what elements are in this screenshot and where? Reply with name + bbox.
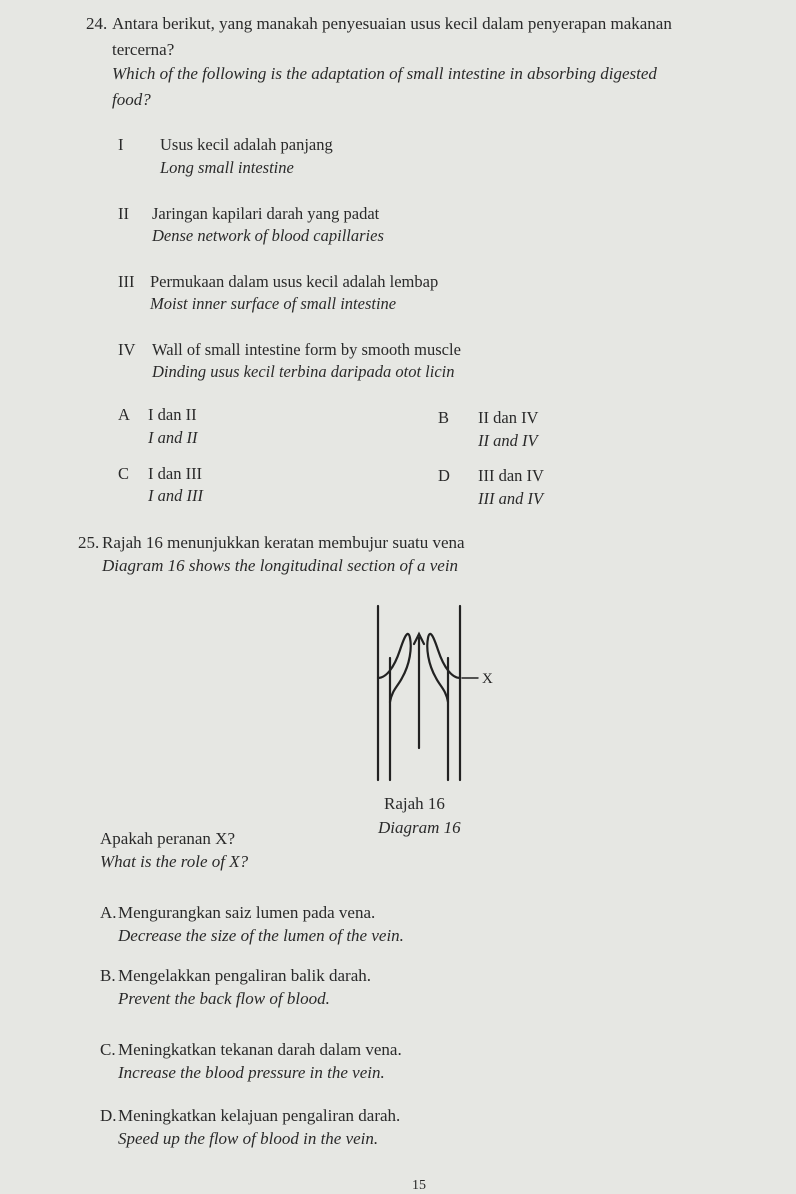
page-number: 15 — [412, 1178, 426, 1193]
q24-english-line2: food? — [112, 90, 151, 109]
option-b-malay[interactable]: II dan IV — [478, 408, 539, 427]
q25-question-english: What is the role of X? — [100, 852, 249, 871]
option-d-malay[interactable]: III dan IV — [478, 466, 544, 485]
vein-diagram — [350, 598, 510, 788]
x-label: X — [482, 671, 493, 687]
option-c-malay[interactable]: I dan III — [148, 464, 203, 483]
option-a-letter[interactable]: A — [118, 405, 130, 424]
q24-english-line1: Which of the following is the adaptation of small intestine in absorbing digested — [112, 64, 657, 83]
option-c-english[interactable]: Increase the blood pressure in the vein. — [118, 1063, 385, 1082]
q25-question-malay: Apakah peranan X? — [100, 829, 235, 848]
option-c-label[interactable]: C. — [100, 1040, 116, 1059]
statement-malay: Usus kecil adalah panjang — [160, 135, 333, 154]
option-a-english[interactable]: Decrease the size of the lumen of the vein. — [118, 926, 404, 945]
statement-english: Long small intestine — [160, 158, 294, 177]
statement-numeral: II — [118, 204, 129, 223]
option-c-english[interactable]: I and III — [148, 486, 203, 505]
option-a-malay[interactable]: Mengurangkan saiz lumen pada vena. — [118, 903, 376, 922]
option-d-malay[interactable]: Meningkatkan kelajuan pengaliran darah. — [118, 1106, 401, 1125]
option-d-label[interactable]: D. — [100, 1106, 117, 1125]
statement-english: Dense network of blood capillaries — [152, 226, 384, 245]
statement-malay: Permukaan dalam usus kecil adalah lembap — [150, 272, 439, 291]
q24-number: 24. — [86, 14, 108, 33]
q25-number: 25. — [78, 533, 100, 552]
option-c-malay[interactable]: Meningkatkan tekanan darah dalam vena. — [118, 1040, 402, 1059]
q25-english: Diagram 16 shows the longitudinal section of a vein — [102, 556, 459, 575]
statement-numeral: IV — [118, 340, 136, 359]
diagram-caption-english: Diagram 16 — [378, 818, 461, 837]
option-d-letter[interactable]: D — [438, 466, 450, 485]
q24-malay-line1: Antara berikut, yang manakah penyesuaian usus kecil dalam penyerapan makanan — [112, 14, 672, 33]
option-a-english[interactable]: I and II — [148, 428, 198, 447]
option-b-malay[interactable]: Mengelakkan pengaliran balik darah. — [118, 966, 372, 985]
option-c-letter[interactable]: C — [118, 464, 130, 483]
statement-english: Moist inner surface of small intestine — [150, 294, 397, 313]
option-a-label[interactable]: A. — [100, 903, 117, 922]
valve-cusp-left — [378, 634, 411, 702]
statement-numeral: III — [118, 272, 135, 291]
option-b-label[interactable]: B. — [100, 966, 116, 985]
diagram-caption-malay: Rajah 16 — [384, 794, 445, 813]
statement-english: Wall of small intestine form by smooth muscle — [152, 340, 461, 359]
option-d-english[interactable]: III and IV — [478, 489, 544, 508]
q25-malay: Rajah 16 menunjukkan keratan membujur suatu vena — [102, 533, 465, 552]
option-a-malay[interactable]: I dan II — [148, 405, 197, 424]
option-b-letter[interactable]: B — [438, 408, 450, 427]
option-d-english[interactable]: Speed up the flow of blood in the vein. — [118, 1129, 379, 1148]
q24-malay-line2: tercerna? — [112, 40, 175, 59]
valve-cusp-right — [427, 634, 460, 702]
statement-numeral: I — [118, 135, 124, 154]
statement-malay: Jaringan kapilari darah yang padat — [152, 204, 380, 223]
statement-malay: Dinding usus kecil terbina daripada otot licin — [152, 362, 455, 381]
option-b-english[interactable]: II and IV — [478, 431, 538, 450]
option-b-english[interactable]: Prevent the back flow of blood. — [118, 989, 330, 1008]
